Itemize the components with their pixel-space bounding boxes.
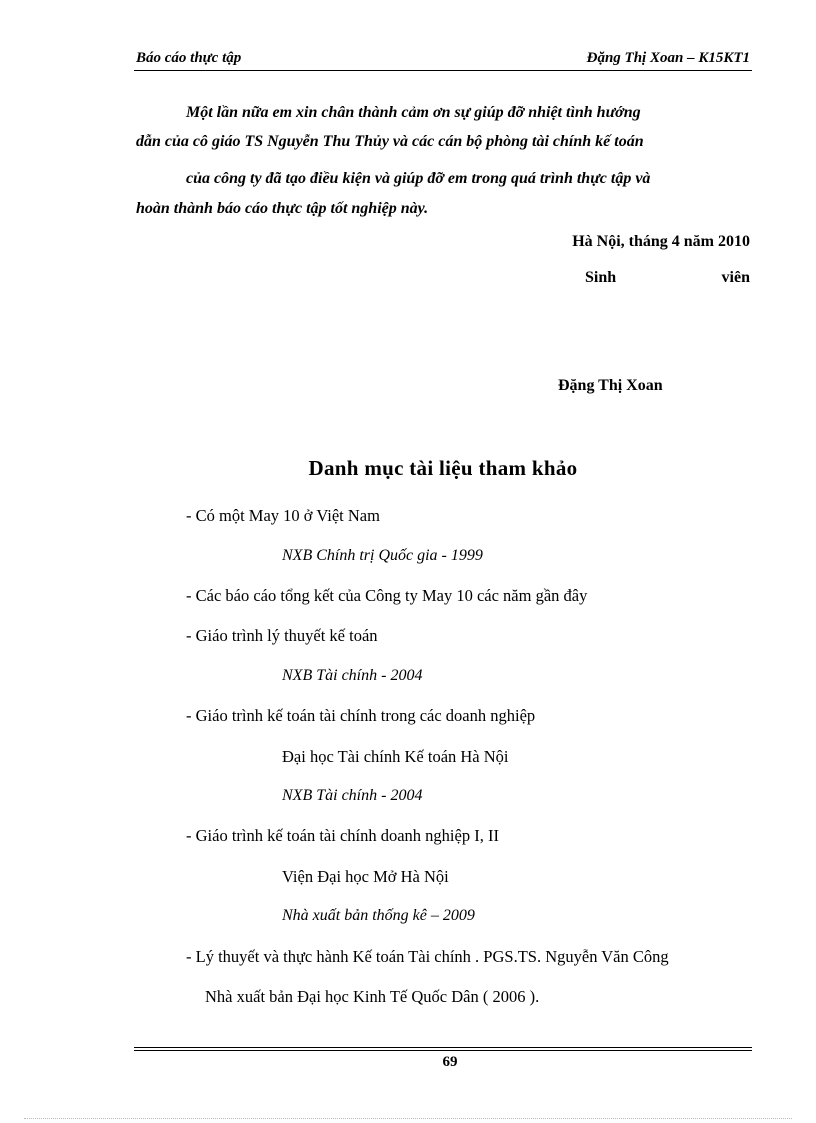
footer-divider-top — [134, 1047, 752, 1048]
reference-institution: Viện Đại học Mở Hà Nội — [282, 867, 449, 886]
reference-publisher: NXB Chính trị Quốc gia - 1999 — [282, 547, 483, 564]
closing-line-2: dẫn của cô giáo TS Nguyễn Thu Thủy và các cán bộ phòng tài chính kế toán — [136, 133, 644, 150]
reference-publisher: NXB Tài chính - 2004 — [282, 787, 423, 804]
references-title: Danh mục tài liệu tham khảo — [308, 456, 578, 480]
reference-item: - Lý thuyết và thực hành Kế toán Tài chính . PGS.TS. Nguyễn Văn Công — [186, 947, 669, 966]
signature-name: Đặng Thị Xoan — [558, 377, 663, 394]
page-edge-dotted-line — [24, 1118, 792, 1119]
header-divider — [134, 70, 752, 71]
reference-publisher: Nhà xuất bản thống kê – 2009 — [282, 907, 475, 924]
footer-divider-bottom — [134, 1050, 752, 1051]
page-number: 69 — [442, 1054, 458, 1070]
role-word-left: Sinh — [585, 269, 617, 286]
header-author: Đặng Thị Xoan – K15KT1 — [586, 50, 750, 66]
closing-line-4: hoàn thành báo cáo thực tập tốt nghiệp này. — [136, 200, 429, 217]
reference-publisher: NXB Tài chính - 2004 — [282, 667, 423, 684]
role-word-right: viên — [721, 269, 750, 286]
reference-item: - Giáo trình lý thuyết kế toán — [186, 626, 378, 645]
header-left-title: Báo cáo thực tập — [136, 50, 242, 66]
reference-item: - Các báo cáo tổng kết của Công ty May 10 các năm gần đây — [186, 586, 588, 605]
reference-item: - Giáo trình kế toán tài chính trong các doanh nghiệp — [186, 706, 536, 725]
reference-item: - Giáo trình kế toán tài chính doanh nghiệp I, II — [186, 826, 499, 845]
reference-institution: Đại học Tài chính Kế toán Hà Nội — [282, 747, 509, 766]
reference-item: - Có một May 10 ở Việt Nam — [186, 506, 380, 525]
reference-publisher: Nhà xuất bản Đại học Kinh Tế Quốc Dân ( 2006 ). — [205, 987, 540, 1006]
closing-line-1: Một lần nữa em xin chân thành cảm ơn sự giúp đỡ nhiệt tình hướng — [186, 104, 641, 121]
place-date: Hà Nội, tháng 4 năm 2010 — [572, 233, 750, 250]
closing-line-3: của công ty đã tạo điều kiện và giúp đỡ em trong quá trình thực tập và — [186, 170, 651, 187]
